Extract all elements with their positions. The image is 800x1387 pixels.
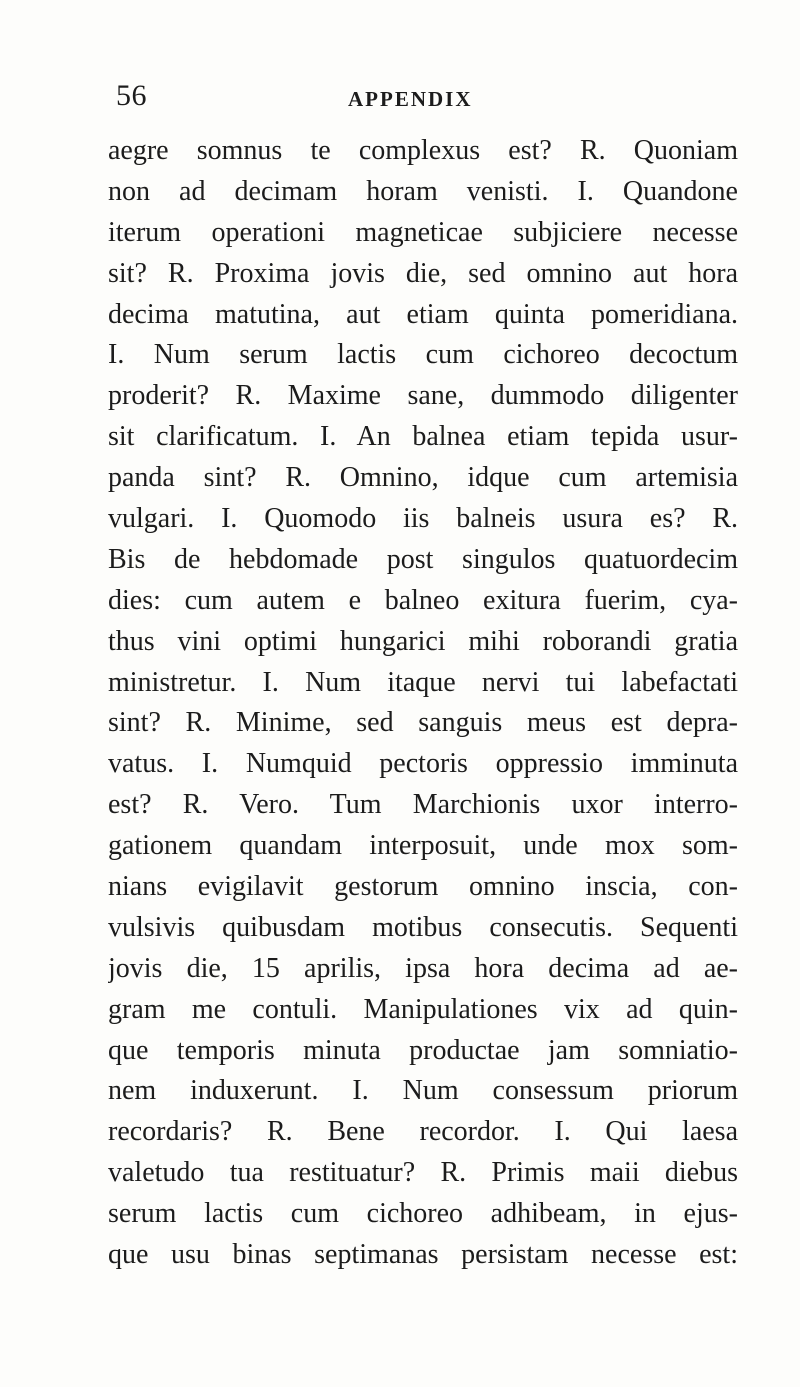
text-line: panda sint? R. Omnino, idque cum artemisia bbox=[108, 462, 738, 494]
text-line: dies: cum autem e balneo exitura fuerim, cya- bbox=[108, 584, 738, 616]
text-line: I. Num serum lactis cum cichoreo decoctum bbox=[108, 339, 738, 371]
text-line: vatus. I. Numquid pectoris oppressio imminuta bbox=[108, 748, 738, 780]
text-line: que temporis minuta productae jam somniatio- bbox=[108, 1034, 738, 1066]
text-line: gationem quandam interposuit, unde mox som- bbox=[108, 830, 738, 862]
text-line: recordaris? R. Bene recordor. I. Qui laesa bbox=[108, 1116, 738, 1148]
text-line: thus vini optimi hungarici mihi roborandi gratia bbox=[108, 625, 738, 657]
text-line: est? R. Vero. Tum Marchionis uxor interro- bbox=[108, 789, 738, 821]
body-text bbox=[108, 131, 738, 1276]
text-line: proderit? R. Maxime sane, dummodo diligenter bbox=[108, 380, 738, 412]
text-line: decima matutina, aut etiam quinta pomeridiana. bbox=[108, 298, 738, 330]
text-line: serum lactis cum cichoreo adhibeam, in ejus- bbox=[108, 1198, 738, 1230]
text-line: vulsivis quibusdam motibus consecutis. Sequenti bbox=[108, 911, 738, 943]
text-line: jovis die, 15 aprilis, ipsa hora decima ad ae- bbox=[108, 952, 738, 984]
text-line: sint? R. Minime, sed sanguis meus est depra- bbox=[108, 707, 738, 739]
text-line: iterum operationi magneticae subjiciere necesse bbox=[108, 216, 738, 248]
text-line: sit? R. Proxima jovis die, sed omnino aut hora bbox=[108, 257, 738, 289]
text-line: nem induxerunt. I. Num consessum priorum bbox=[108, 1075, 738, 1107]
text-line: aegre somnus te complexus est? R. Quoniam bbox=[108, 135, 738, 166]
text-line: ministretur. I. Num itaque nervi tui labefactati bbox=[108, 666, 738, 698]
text-line: gram me contuli. Manipulationes vix ad quin- bbox=[108, 993, 738, 1025]
text-line: vulgari. I. Quomodo iis balneis usura es? R. bbox=[108, 503, 738, 535]
text-line: nians evigilavit gestorum omnino inscia, con- bbox=[108, 871, 738, 903]
running-title: APPENDIX bbox=[348, 87, 473, 111]
running-head bbox=[0, 78, 800, 118]
text-line: valetudo tua restituatur? R. Primis maii diebus bbox=[108, 1157, 738, 1189]
text-line: Bis de hebdomade post singulos quatuordecim bbox=[108, 543, 738, 575]
page-number: 56 bbox=[116, 79, 147, 112]
text-line: que usu binas septimanas persistam necesse est: bbox=[108, 1239, 738, 1271]
text-line: sit clarificatum. I. An balnea etiam tepida usur- bbox=[108, 421, 738, 453]
text-line: non ad decimam horam venisti. I. Quandone bbox=[108, 175, 738, 207]
